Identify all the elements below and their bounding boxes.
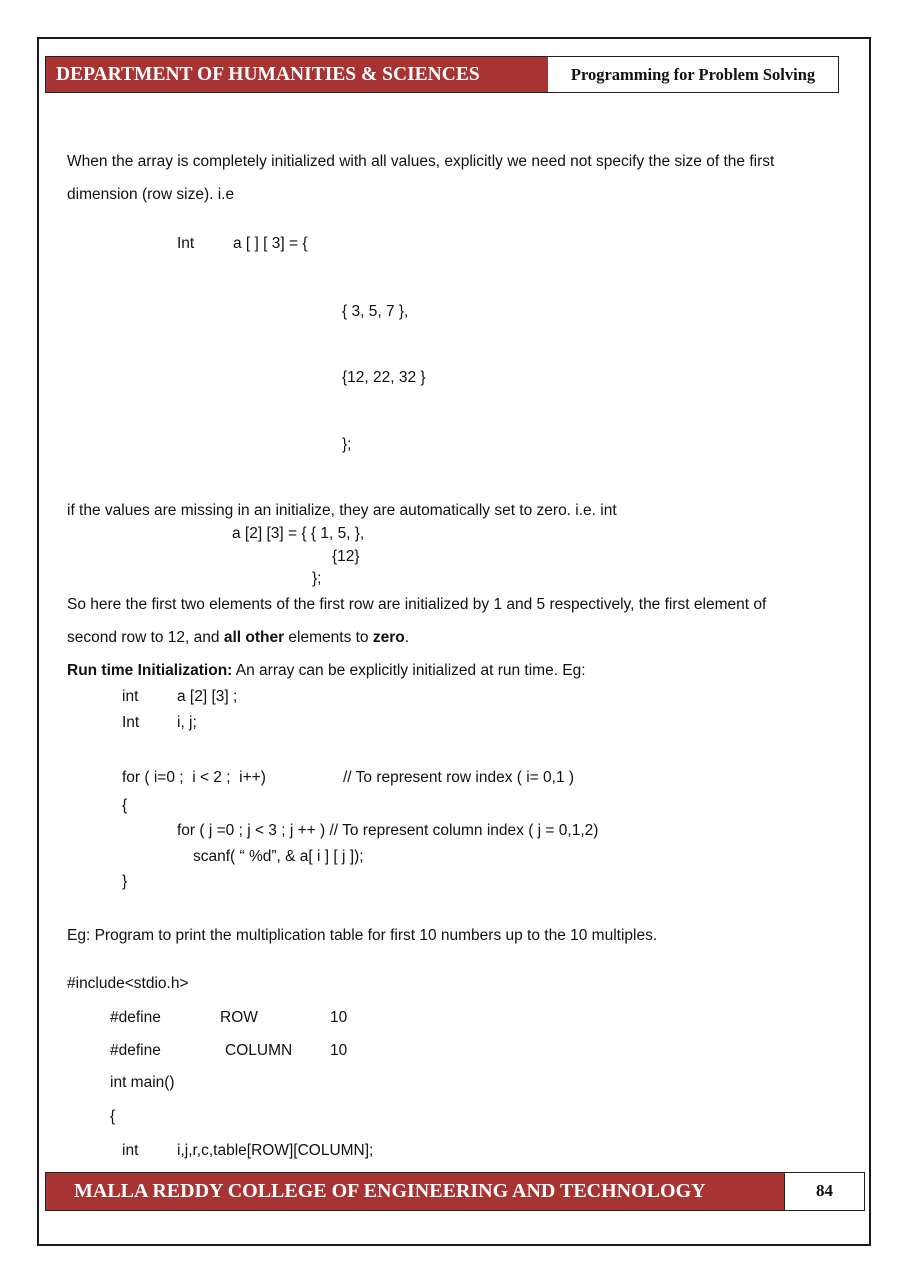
- code-line: a [2] [3] = { { 1, 5, },: [232, 525, 365, 542]
- paragraph-line: dimension (row size). i.e: [67, 186, 235, 203]
- code-line: for ( j =0 ; j < 3 ; j ++ ) // To represent column index ( j = 0,1,2): [177, 822, 599, 839]
- paragraph-line: So here the first two elements of the first row are initialized by 1 and 5 respectively, the first element of: [67, 596, 767, 613]
- page-footer: [45, 1172, 865, 1211]
- department-title: DEPARTMENT OF HUMANITIES & SCIENCES: [46, 57, 548, 92]
- runtime-heading: Run time Initialization:: [67, 662, 233, 679]
- code-line: scanf( “ %d”, & a[ i ] [ j ]);: [193, 848, 364, 865]
- code-line: }: [122, 873, 128, 890]
- code-line: a [ ] [ 3] = {: [233, 235, 308, 252]
- code-line: 10: [330, 1042, 348, 1059]
- code-keyword: Int: [177, 235, 195, 252]
- code-line: int main(): [110, 1074, 175, 1091]
- code-line: i,j,r,c,table[ROW][COLUMN];: [177, 1142, 374, 1159]
- paragraph-line: When the array is completely initialized with all values, explicitly we need not specify the size of the first: [67, 153, 775, 170]
- code-line: a [2] [3] ;: [177, 688, 238, 705]
- college-name: MALLA REDDY COLLEGE OF ENGINEERING AND TECHNOLOGY: [46, 1173, 784, 1210]
- code-line: ROW: [220, 1009, 258, 1026]
- course-title: Programming for Problem Solving: [548, 57, 838, 92]
- code-keyword: int: [122, 1142, 139, 1159]
- code-line: {: [122, 797, 128, 814]
- code-line: };: [342, 436, 352, 453]
- code-keyword: #define: [110, 1009, 161, 1026]
- page-header: [45, 56, 839, 93]
- code-line: { 3, 5, 7 },: [342, 303, 409, 320]
- code-line: };: [312, 570, 322, 587]
- page-number: 84: [784, 1173, 864, 1210]
- code-line: 10: [330, 1009, 348, 1026]
- code-keyword: Int: [122, 714, 140, 731]
- paragraph-line: second row to 12, and all other elements to zero.: [67, 629, 410, 646]
- runtime-paragraph: Run time Initialization: An array can be explicitly initialized at run time. Eg:: [67, 662, 586, 679]
- paragraph-line: if the values are missing in an initialize, they are automatically set to zero. i.e. int: [67, 502, 617, 519]
- code-comment: // To represent row index ( i= 0,1 ): [343, 769, 575, 786]
- code-line: #include<stdio.h>: [67, 975, 189, 992]
- code-keyword: int: [122, 688, 139, 705]
- code-line: {: [110, 1108, 116, 1125]
- paragraph-line: Eg: Program to print the multiplication table for first 10 numbers up to the 10 multiples.: [67, 927, 658, 944]
- code-line: {12}: [332, 548, 360, 565]
- code-line: for ( i=0 ; i < 2 ; i++): [122, 769, 266, 786]
- code-keyword: #define: [110, 1042, 161, 1059]
- code-line: COLUMN: [225, 1042, 293, 1059]
- code-line: i, j;: [177, 714, 197, 731]
- code-line: {12, 22, 32 }: [342, 369, 426, 386]
